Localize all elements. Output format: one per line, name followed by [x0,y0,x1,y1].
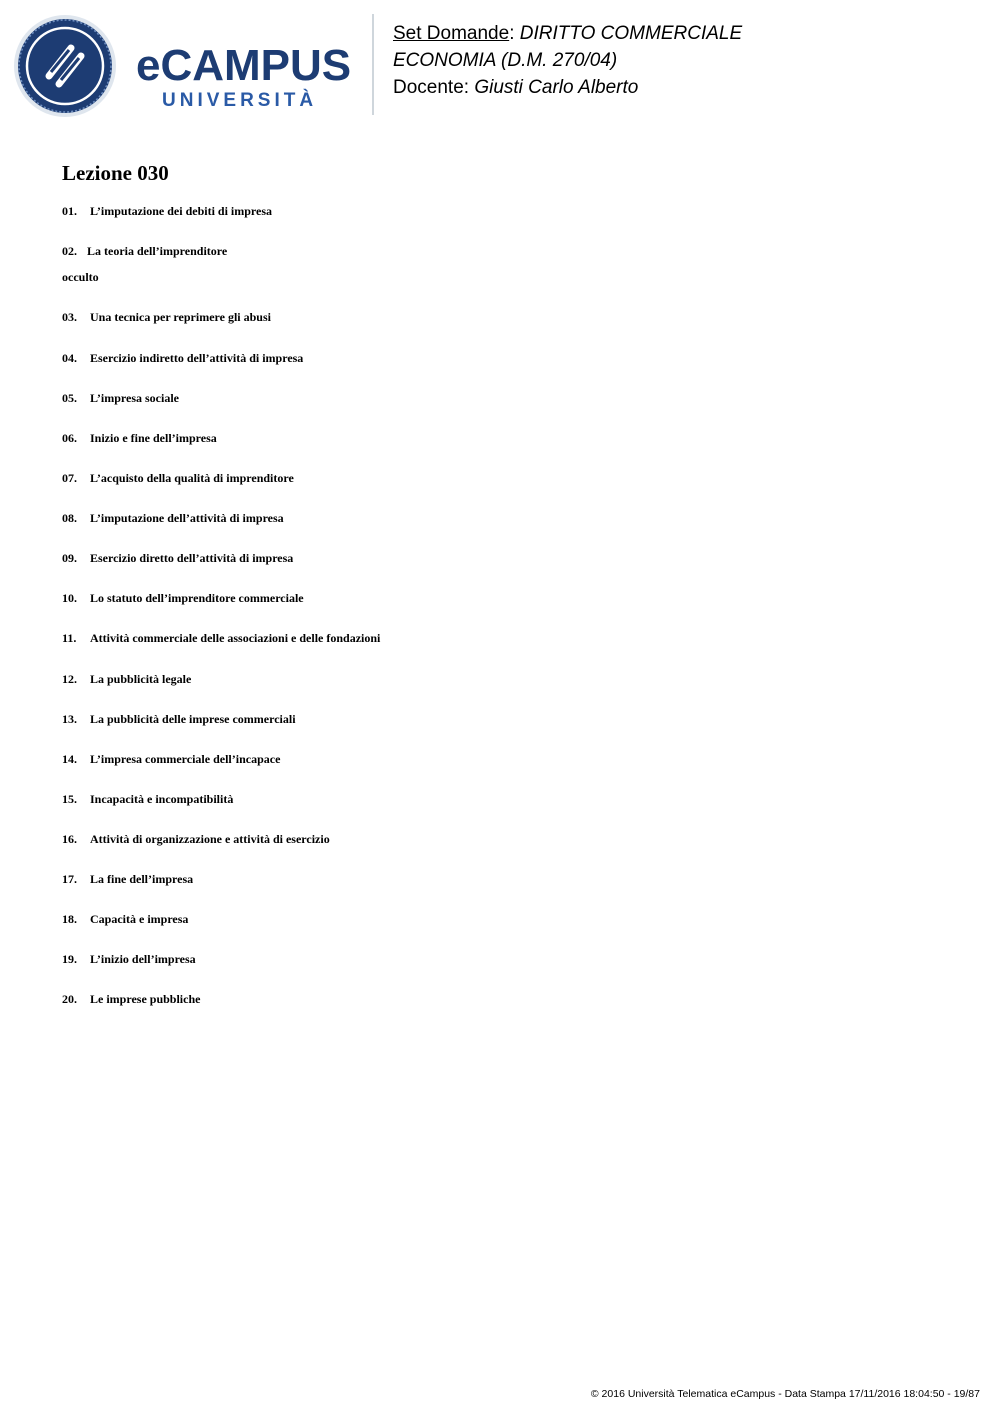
question-item: 07. L’acquisto della qualità di imprenditore [62,471,294,485]
question-item: 04. Esercizio indiretto dell’attività di impresa [62,351,304,365]
question-item: 01. L’imputazione dei debiti di impresa [62,204,273,218]
course-info [393,20,742,101]
question-item: 14. L’impresa commerciale dell’incapace [62,752,281,766]
course-line-2: ECONOMIA (D.M. 270/04) [393,50,618,71]
question-item: 15. Incapacità e incompatibilità [62,792,234,806]
question-item: 09. Esercizio diretto dell’attività di impresa [62,551,294,565]
question-item: 17. La fine dell’impresa [62,872,194,886]
logo-sub-text: UNIVERSITÀ [162,90,318,111]
question-item: 12. La pubblicità legale [62,672,192,686]
question-item: 20. Le imprese pubbliche [62,992,201,1006]
question-item: 10. Lo statuto dell’imprenditore commerciale [62,591,304,605]
page-footer: © 2016 Università Telematica eCampus - Data Stampa 17/11/2016 18:04:50 - 19/87 [590,1388,980,1400]
question-item: 08. L’imputazione dell’attività di impresa [62,511,284,525]
question-item: 13. La pubblicità delle imprese commerciali [62,712,296,726]
set-label: Set Domande [393,23,510,44]
question-item: 05. L’impresa sociale [62,391,179,405]
course-name: DIRITTO COMMERCIALE [519,23,743,44]
question-item: 18. Capacità e impresa [62,912,189,926]
question-item: 02. La teoria dell’imprenditore [62,244,228,258]
teacher-label: Docente: [393,77,475,98]
lesson-title: Lezione 030 [62,161,169,185]
teacher-line [393,74,742,101]
question-item: 19. L’inizio dell’impresa [62,952,196,966]
question-continuation: occulto [62,270,99,284]
question-item: 06. Inizio e fine dell’impresa [62,431,217,445]
question-item: 03. Una tecnica per reprimere gli abusi [62,310,271,324]
teacher-name: Giusti Carlo Alberto [474,77,639,98]
course-line-1: Set Domande: DIRITTO COMMERCIALE [393,23,743,44]
logo-brand-text: eCAMPUS [136,41,352,90]
ecampus-wordmark-logo [136,40,356,112]
ecampus-seal-logo-icon [13,14,117,118]
question-item: 16. Attività di organizzazione e attività di esercizio [62,832,330,846]
page-header [0,0,1000,125]
header-divider [372,14,374,115]
question-item: 11. Attività commerciale delle associazioni e delle fondazioni [62,631,381,645]
